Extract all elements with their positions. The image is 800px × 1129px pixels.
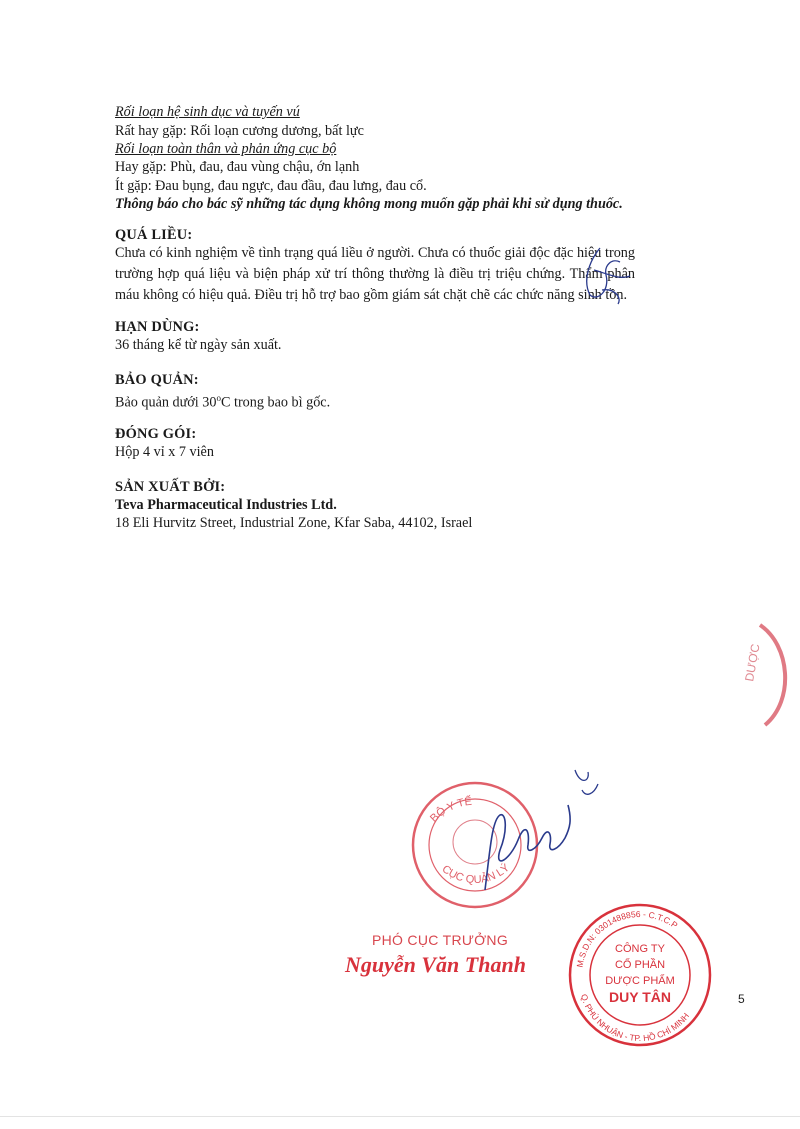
svg-text:DƯỢC PHẨM: DƯỢC PHẨM xyxy=(605,975,675,987)
expiry-text: 36 tháng kể từ ngày sản xuất. xyxy=(115,337,282,353)
expiry-heading: HẠN DÙNG: xyxy=(115,319,200,335)
section-reproductive-title: Rối loạn hệ sinh dục và tuyến vú xyxy=(115,104,300,120)
svg-text:BỘ Y TẾ: BỘ Y TẾ xyxy=(428,795,473,825)
storage-text: Bảo quản dưới 30$^o$C trong bao bì gốc. xyxy=(115,393,331,411)
section-general-title: Rối loạn toàn thân và phản ứng cục bộ xyxy=(115,141,337,157)
signature-title: PHÓ CỤC TRƯỞNG xyxy=(372,932,509,948)
svg-text:CÔNG TY: CÔNG TY xyxy=(615,943,665,955)
page-number: 5 xyxy=(738,992,745,1006)
svg-text:CỔ PHẦN: CỔ PHẦN xyxy=(614,959,666,971)
overdose-text: Chưa có kinh nghiệm về tình trạng quá liều ở người. Chưa có thuốc giải độc đặc hiệu trong trường hợp quá liệu và biện pháp xử trí thông thường là điều trị triệu chứng. Thẩm phân máu không có hiệu quả. Điều trị hỗ trợ bao gồm giám sát chặt chẽ các chức năng sinh tồn. xyxy=(115,245,635,303)
svg-text:CỤC QUẢN LÝ: CỤC QUẢN LÝ xyxy=(439,861,512,887)
section-reproductive-line1: Rất hay gặp: Rối loạn cương dương, bất lực xyxy=(115,123,364,139)
manufacturer-address: 18 Eli Hurvitz Street, Industrial Zone, Kfar Saba, 44102, Israel xyxy=(115,515,473,531)
manufacturer-company: Teva Pharmaceutical Industries Ltd. xyxy=(115,497,337,513)
overdose-heading: QUÁ LIỀU: xyxy=(115,227,193,243)
packing-heading: ĐÓNG GÓI: xyxy=(115,426,197,442)
svg-text:Q. PHÚ NHUẬN - TP. HỒ CHÍ MINH: Q. PHÚ NHUẬN - TP. HỒ CHÍ MINH xyxy=(578,992,692,1044)
svg-text:DUY TÂN: DUY TÂN xyxy=(609,989,671,1005)
packing-text: Hộp 4 vỉ x 7 viên xyxy=(115,444,214,460)
bottom-divider xyxy=(0,1116,800,1117)
signature-name: Nguyễn Văn Thanh xyxy=(345,952,526,977)
section-general-line1: Hay gặp: Phù, đau, đau vùng chậu, ớn lạnh xyxy=(115,159,360,175)
storage-heading: BẢO QUẢN: xyxy=(115,372,199,388)
signature-icon xyxy=(470,760,630,900)
adverse-notice: Thông báo cho bác sỹ những tác dụng không mong muốn gặp phải khi sử dụng thuốc. xyxy=(115,196,623,212)
manufacturer-heading: SẢN XUẤT BỞI: xyxy=(115,479,226,495)
initials-scribble-icon xyxy=(560,240,640,310)
section-general-line2: Ít gặp: Đau bụng, đau ngực, đau đầu, đau lưng, đau cổ. xyxy=(115,178,427,194)
side-stamp-icon xyxy=(735,620,800,730)
company-stamp-icon xyxy=(565,900,715,1050)
svg-text:M.S.D.N: 0301488856 - C.T.C.P: M.S.D.N: 0301488856 - C.T.C.P xyxy=(574,908,680,969)
svg-text:DƯỢC: DƯỢC xyxy=(742,642,763,683)
